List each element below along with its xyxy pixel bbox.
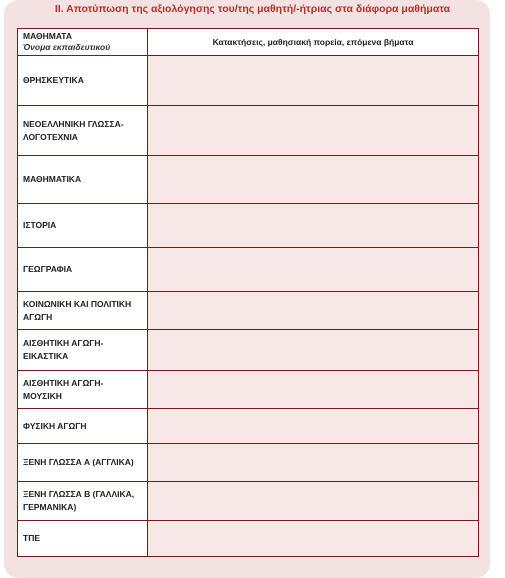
table-row <box>18 330 479 371</box>
subject-name: ΘΡΗΣΚΕΥΤΙΚΑ <box>18 56 148 106</box>
subject-name: ΚΟΙΝΩΝΙΚΗ ΚΑΙ ΠΟΛΙΤΙΚΗ ΑΓΩΓΗ <box>18 292 148 330</box>
comment-field[interactable] <box>148 371 479 409</box>
comment-field[interactable] <box>148 204 479 248</box>
subject-name: ΞΕΝΗ ΓΛΩΣΣΑ Β (ΓΑΛΛΙΚΑ, ΓΕΡΜΑΝΙΚΑ) <box>18 482 148 521</box>
teacher-name-label: Όνομα εκπαιδευτικού <box>23 42 111 52</box>
table-header-row <box>18 29 479 56</box>
comment-field[interactable] <box>148 106 479 156</box>
comment-field[interactable] <box>148 248 479 292</box>
comment-field[interactable] <box>148 444 479 482</box>
table-row <box>18 444 479 482</box>
comment-field[interactable] <box>148 292 479 330</box>
subject-name: ΤΠΕ <box>18 521 148 557</box>
table-row <box>18 106 479 156</box>
subject-name: ΓΕΩΓΡΑΦΙΑ <box>18 248 148 292</box>
subject-name: ΦΥΣΙΚΗ ΑΓΩΓΗ <box>18 409 148 444</box>
subject-name: ΝΕΟΕΛΛΗΝΙΚΗ ΓΛΩΣΣΑ-ΛΟΓΟΤΕΧΝΙΑ <box>18 106 148 156</box>
subject-name: ΞΕΝΗ ΓΛΩΣΣΑ Α (ΑΓΓΛΙΚΑ) <box>18 444 148 482</box>
subject-name: ΑΙΣΘΗΤΙΚΗ ΑΓΩΓΗ-ΕΙΚΑΣΤΙΚΑ <box>18 330 148 371</box>
table-row <box>18 371 479 409</box>
comment-field[interactable] <box>148 156 479 204</box>
table-row <box>18 248 479 292</box>
subject-name: ΙΣΤΟΡΙΑ <box>18 204 148 248</box>
comment-field[interactable] <box>148 409 479 444</box>
table-row <box>18 292 479 330</box>
comment-field[interactable] <box>148 521 479 557</box>
table-row <box>18 204 479 248</box>
comment-field[interactable] <box>148 56 479 106</box>
comments-column-header: Κατακτήσεις, μαθησιακή πορεία, επόμενα βήματα <box>148 29 479 56</box>
subject-name: ΜΑΘΗΜΑΤΙΚΑ <box>18 156 148 204</box>
comment-field[interactable] <box>148 482 479 521</box>
table-row <box>18 409 479 444</box>
subject-header-cell <box>18 29 148 56</box>
subject-name: ΑΙΣΘΗΤΙΚΗ ΑΓΩΓΗ-ΜΟΥΣΙΚΗ <box>18 371 148 409</box>
table-row <box>18 156 479 204</box>
comment-field[interactable] <box>148 330 479 371</box>
grades-table <box>17 28 479 557</box>
table-row <box>18 521 479 557</box>
table-row <box>18 56 479 106</box>
section-title: ΙΙ. Αποτύπωση της αξιολόγησης του/της μαθητή/-ήτριας στα διάφορα μαθήματα <box>54 3 451 15</box>
table-row <box>18 482 479 521</box>
subjects-column-label: ΜΑΘΗΜΑΤΑ <box>23 31 72 41</box>
